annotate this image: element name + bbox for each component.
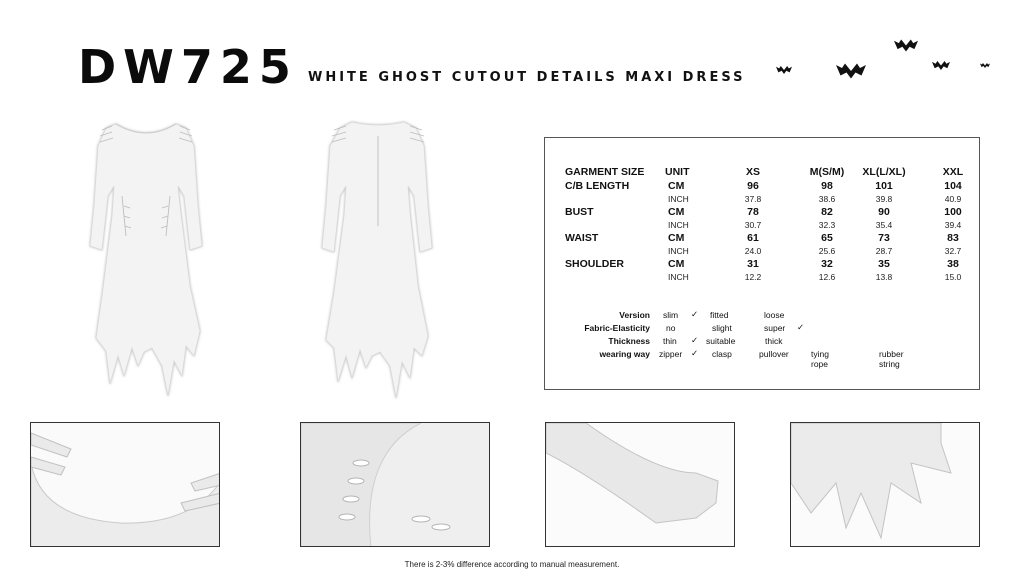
attr-label-fabric-elasticity: Fabric-Elasticity [584,323,650,333]
product-title: WHITE GHOST CUTOUT DETAILS MAXI DRESS [308,70,746,85]
detail-image-cutout [300,422,490,547]
check-icon: ✓ [691,348,699,358]
detail-image-sleeve [545,422,735,547]
check-icon: ✓ [797,322,805,332]
dress-back-image [318,116,438,401]
header-xl: XL(L/XL) [862,166,906,178]
bat-icon [894,38,918,53]
bat-icon [932,60,950,71]
dress-front-image [86,116,206,401]
attr-label-thickness: Thickness [608,336,650,346]
measurement-note: There is 2-3% difference according to manual measurement. [404,560,620,569]
size-chart-panel: GARMENT SIZE UNIT XS M(S/M) XL(L/XL) XXL C/B LENGTH CM 96 98 101 104 INCH 37.8 38.6 39.8 40.9 BUST CM 78 82 90 100 INCH 30.7 32.3 35.4 39.4 WAIST CM 61 65 73 83 INCH 24.0 25.6 28.7 32.7 SHOULDER CM 31 32 35 38 INCH 12.2 12.6 13.8 15.0 Version slim ✓ fitted loose Fabric-Elasticity no slight super ✓ Thickness thin ✓ suitable thick wearing way zipper ✓ clasp pullover tying rope rubber string [544,137,980,390]
attr-label-version: Version [619,310,650,320]
header-garment-size: GARMENT SIZE [565,166,645,178]
bat-icon [776,64,792,76]
product-code: DW725 [78,40,298,94]
check-icon: ✓ [691,335,699,345]
check-icon: ✓ [691,309,699,319]
header-m: M(S/M) [809,166,845,178]
bat-icon [836,62,866,80]
header-xxl: XXL [942,166,964,178]
detail-image-hem [790,422,980,547]
header-xs: XS [745,166,761,178]
attr-label-wearing-way: wearing way [599,349,650,359]
detail-image-neckline [30,422,220,547]
header-unit: UNIT [665,166,690,178]
bat-icon [980,62,990,69]
